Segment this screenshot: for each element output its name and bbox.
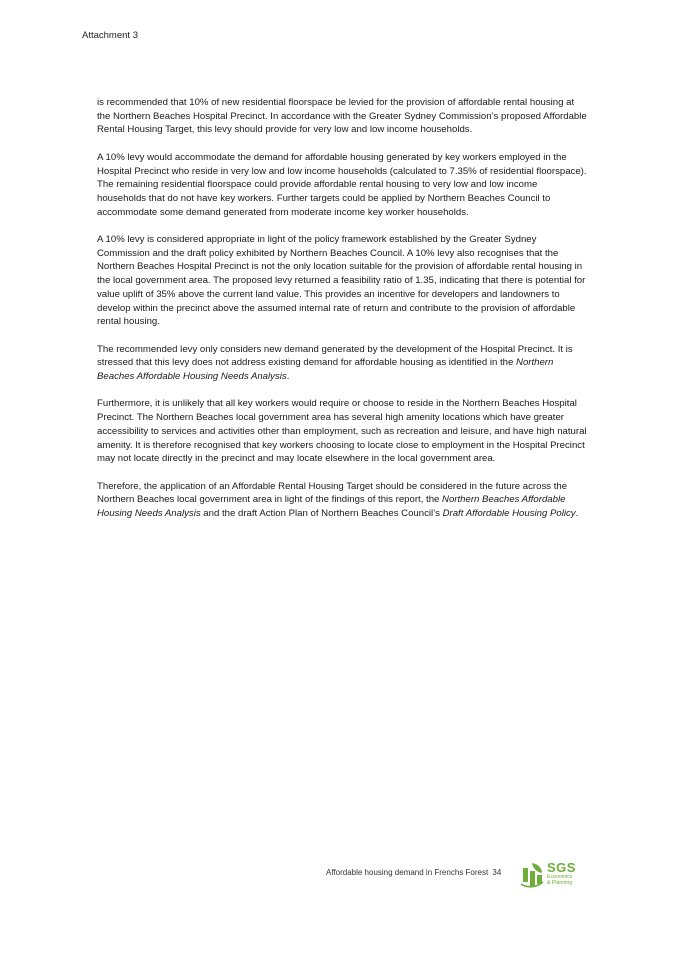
paragraph-text: . [575, 508, 579, 520]
paragraph [97, 397, 587, 466]
paragraph [97, 480, 587, 521]
paragraph-text: . [286, 371, 290, 383]
italic-title-text: Northern Beaches Affordable Housing Needs Analysis [97, 357, 554, 383]
page-number: 34 [492, 868, 502, 877]
paragraph [97, 96, 587, 137]
footer-title: Affordable housing demand in Frenchs Forest [326, 868, 489, 877]
paragraph-text: A 10% levy would accommodate the demand for affordable housing generated by key workers employed in the Hospital Precinct who reside in very low and low income households (calculated to 7.35% of residential floorspace). The remaining residential floorspace could provide affordable rental housing to very low and low income households that do not have key workers. Further targets could be applied by Northern Beaches Council to accommodate some demand generated from moderate income key worker households. [97, 151, 587, 218]
paragraph [97, 151, 587, 220]
logo-line1: Economics [547, 874, 573, 880]
body-text [97, 96, 587, 534]
italic-title-text: Northern Beaches Affordable Housing Needs Analysis [97, 494, 566, 520]
sgs-logo [520, 862, 586, 888]
paragraph-text: is recommended that 10% of new residential floorspace be levied for the provision of affordable rental housing at the Northern Beaches Hospital Precinct. In accordance with the Greater Sydney Commission’s proposed Affordable Rental Housing Target, this levy should provide for very low and low income households. [97, 97, 587, 136]
logo-line2: & Planning [547, 880, 573, 886]
page-footer [326, 868, 501, 877]
paragraph-text: Therefore, the application of an Affordable Rental Housing Target should be considered in the future across the Northern Beaches local government area in light of the findings of this report, the [97, 480, 568, 506]
paragraph [97, 233, 587, 329]
sgs-leaf-icon [520, 862, 544, 888]
italic-title-text: Draft Affordable Housing Policy [442, 508, 576, 520]
paragraph-text: and the draft Action Plan of Northern Beaches Council’s [200, 508, 443, 520]
paragraph-text: Furthermore, it is unlikely that all key workers would require or choose to reside in the Northern Beaches Hospital Precinct. The Northern Beaches local government area has several high amenity locations which have greater accessibility to services and activities other than employment, such as recreation and leisure, and have high natural amenity. It is therefore recognised that key workers choosing to locate close to employment in the Hospital Precinct may not locate directly in the precinct and may locate elsewhere in the local government area. [97, 398, 587, 465]
paragraph-text: The recommended levy only considers new demand generated by the development of the Hospital Precinct. It is stressed that this levy does not address existing demand for affordable housing as identified in the [97, 343, 573, 369]
attachment-label: Attachment 3 [82, 30, 138, 41]
paragraph-text: A 10% levy is considered appropriate in light of the policy framework established by the Greater Sydney Commission and the draft policy exhibited by Northern Beaches Council. A 10% levy also recognises that the Northern Beaches Hospital Precinct is not the only location suitable for the provision of affordable rental housing in the local government area. The proposed levy returned a feasibility ratio of 1.35, indicating that there is potential for value uplift of 35% above the current land value. This provides an incentive for developers and landowners to develop within the precinct above the assumed internal rate of return and contribute to the provision of affordable rental housing. [97, 234, 586, 328]
logo-name: SGS [547, 860, 576, 875]
paragraph [97, 343, 587, 384]
